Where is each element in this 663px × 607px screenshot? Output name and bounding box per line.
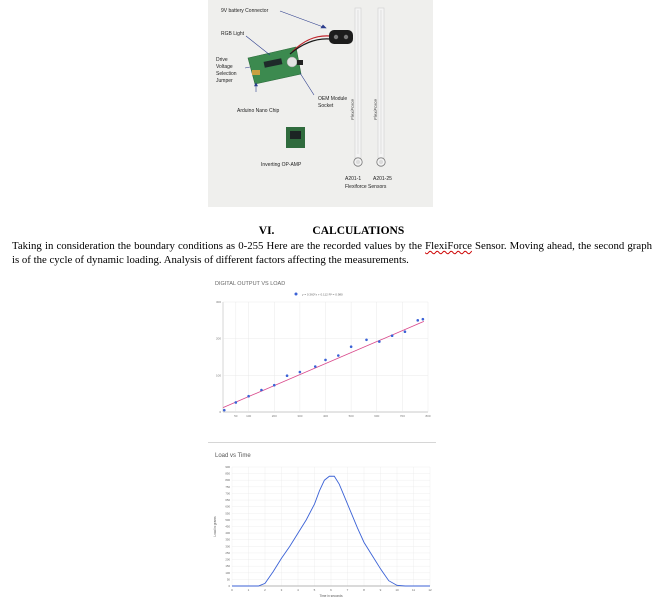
chart1-data-point bbox=[391, 334, 394, 337]
chart1-xtick-label: 200 bbox=[271, 414, 277, 418]
chart2-ytick-label: 350 bbox=[225, 537, 230, 542]
chart1-xtick-label: 600 bbox=[374, 414, 380, 418]
chart1-data-point bbox=[378, 340, 381, 343]
chart1-data-point bbox=[286, 374, 289, 377]
chart2-xtick-label: 1 bbox=[247, 588, 250, 592]
opamp-label: Inverting OP-AMP bbox=[261, 162, 302, 168]
chart1-legend: y = 0.360*x + 0.112 R² = 0.980 bbox=[302, 292, 343, 297]
chart1-data-point bbox=[350, 345, 353, 348]
chart1-ytick-label: 0 bbox=[219, 410, 221, 414]
chart2-xlabel: Time in seconds bbox=[319, 594, 343, 598]
chart1-data-point bbox=[337, 354, 340, 357]
chart2-ytick-label: 100 bbox=[225, 570, 230, 575]
chart2-ytick-label: 300 bbox=[225, 544, 230, 549]
section-title: CALCULATIONS bbox=[312, 225, 405, 237]
chart2-ytick-label: 450 bbox=[225, 524, 230, 529]
pcb-board bbox=[248, 47, 303, 84]
nano-label: Arduino Nano Chip bbox=[237, 108, 280, 114]
chart2-xtick-label: 8 bbox=[363, 588, 365, 592]
digital-output-vs-load-chart bbox=[208, 275, 438, 425]
chart2-xtick-label: 3 bbox=[280, 588, 283, 592]
rgb-label: RGB Light bbox=[221, 31, 245, 37]
chart1-data-point bbox=[404, 330, 407, 333]
sensor-caption: Flexiforce Sensors bbox=[345, 184, 387, 190]
sensor-brand-1: FlexiForce bbox=[350, 98, 355, 120]
body-paragraph bbox=[12, 239, 652, 267]
chart1-data-point bbox=[260, 389, 263, 392]
chart1-data-point bbox=[223, 409, 226, 412]
sensor-code-1: A201-1 bbox=[345, 176, 362, 182]
chart-divider bbox=[208, 442, 436, 443]
flagged-word: FlexiForce bbox=[425, 240, 472, 252]
chart1-xtick-label: 100 bbox=[246, 414, 252, 418]
load-vs-time-chart bbox=[208, 447, 438, 607]
paragraph-text-1: Taking in consideration the boundary conditions as 0-255 Here are the recorded values by the bbox=[12, 240, 426, 252]
chart1-xtick-label: 500 bbox=[348, 414, 354, 418]
chart2-ytick-label: 650 bbox=[225, 498, 230, 503]
chart1-xtick-label: 50 bbox=[234, 414, 238, 418]
chart1-ytick-label: 100 bbox=[215, 373, 221, 378]
chart1-data-point bbox=[416, 319, 419, 322]
chart1-ytick-label: 300 bbox=[215, 300, 221, 304]
chart2-ytick-label: 600 bbox=[225, 504, 230, 509]
chart2-ylabel: Load in grams bbox=[213, 516, 217, 537]
flexiforce-sensor-2 bbox=[377, 8, 385, 166]
chart2-ytick-label: 800 bbox=[225, 478, 230, 483]
chart2-xtick-label: 5 bbox=[313, 588, 316, 592]
battery-label: 9V battery Connector bbox=[221, 8, 269, 14]
chart2-ytick-label: 700 bbox=[225, 491, 230, 496]
chart1-data-point bbox=[235, 401, 238, 404]
chart2-ytick-label: 50 bbox=[226, 577, 230, 582]
oem-label-1: OEM Module bbox=[318, 96, 348, 102]
chart2-xtick-label: 9 bbox=[379, 588, 382, 592]
section-heading bbox=[0, 225, 663, 237]
paragraph-text-2: Sensor. Moving ahead, the second graph is of the cycle of dynamic loading. Analysis of different factors affecting the measurements. bbox=[12, 240, 652, 266]
chart2-xtick-label: 2 bbox=[264, 588, 266, 592]
jumper-label-2: Voltage bbox=[216, 64, 233, 70]
device-photo bbox=[208, 0, 433, 207]
sensor-brand-2: FlexiForce bbox=[373, 98, 378, 120]
chart2-ytick-label: 750 bbox=[225, 484, 230, 489]
chart2-xtick-label: 11 bbox=[411, 588, 416, 592]
chart2-ytick-label: 400 bbox=[225, 531, 230, 536]
chart1-xtick-label: 300 bbox=[297, 414, 303, 418]
chart2-xtick-label: 0 bbox=[231, 588, 233, 592]
chart1-xtick-label: 700 bbox=[399, 414, 405, 418]
battery-connector bbox=[329, 30, 353, 44]
jumper-label-4: Jumper bbox=[216, 78, 233, 84]
chart1-xtick-label: 800 bbox=[425, 414, 431, 418]
jumper-label-3: Selection bbox=[216, 71, 237, 77]
chart1-xtick-label: 400 bbox=[322, 414, 329, 418]
chart2-xtick-label: 12 bbox=[428, 588, 432, 592]
chart2-xtick-label: 4 bbox=[297, 588, 299, 592]
chart2-ytick-label: 200 bbox=[225, 557, 230, 562]
chart2-title: Load vs Time bbox=[215, 453, 251, 459]
chart2-ytick-label: 550 bbox=[225, 511, 230, 516]
chart1-legend-marker bbox=[295, 293, 298, 296]
chart1-data-point bbox=[422, 318, 425, 321]
chart1-data-point bbox=[314, 365, 317, 368]
chart1-data-point bbox=[273, 384, 276, 387]
chart2-xtick-label: 6 bbox=[330, 588, 332, 592]
chart2-ytick-label: 900 bbox=[225, 465, 230, 469]
chart2-ytick-label: 500 bbox=[225, 517, 230, 522]
chart2-ytick-label: 0 bbox=[228, 584, 230, 588]
section-number: VI. bbox=[258, 225, 275, 237]
chart1-data-point bbox=[324, 359, 327, 362]
chart2-ytick-label: 250 bbox=[225, 550, 230, 555]
flexiforce-sensor-1 bbox=[354, 8, 362, 166]
chart2-xtick-label: 7 bbox=[346, 588, 349, 592]
jumper-label-1: Drive bbox=[216, 57, 228, 63]
chart1-trendline bbox=[223, 321, 424, 407]
chart1-data-point bbox=[299, 371, 302, 374]
chart1-ytick-label: 200 bbox=[215, 336, 221, 341]
chart1-data-point bbox=[247, 395, 250, 398]
chart1-title: DIGITAL OUTPUT VS LOAD bbox=[215, 281, 286, 287]
chart1-data-point bbox=[365, 338, 368, 341]
chart2-xtick-label: 10 bbox=[395, 588, 399, 592]
oem-label-2: Socket bbox=[318, 103, 334, 109]
sensor-code-2: A201-25 bbox=[373, 176, 392, 182]
chart2-ytick-label: 150 bbox=[225, 564, 230, 569]
chart2-ytick-label: 850 bbox=[225, 471, 230, 476]
